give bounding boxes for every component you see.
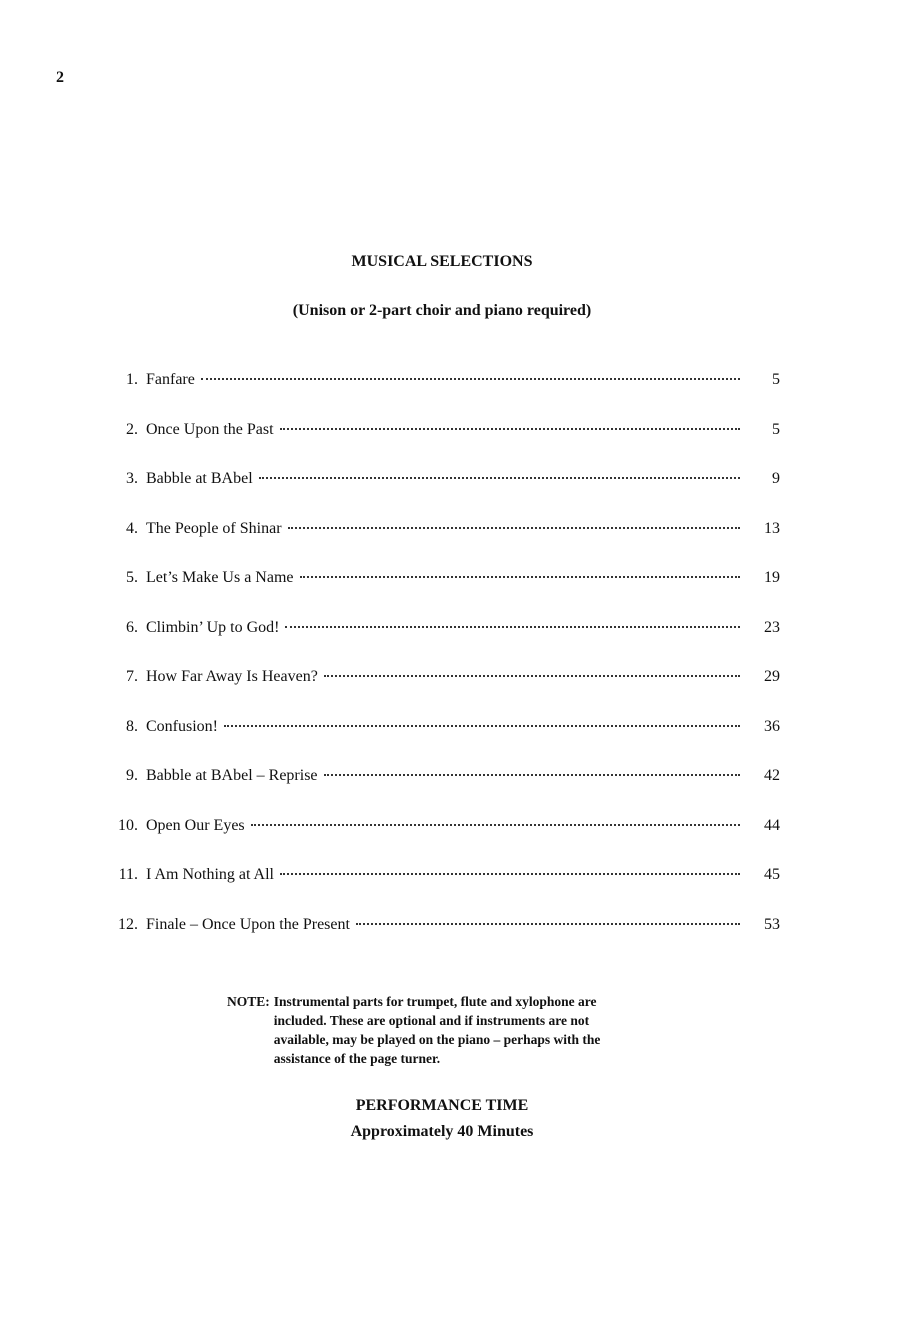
selection-page: 29 <box>764 668 780 685</box>
selection-page: 5 <box>772 420 780 438</box>
page-number: 2 <box>56 69 64 86</box>
selection-title: Let’s Make Us a Name <box>146 569 294 586</box>
list-item <box>100 916 780 966</box>
selection-title: Fanfare <box>146 371 195 388</box>
performance-title: PERFORMANCE TIME <box>355 1097 529 1114</box>
list-item <box>100 668 780 718</box>
list-item <box>100 421 780 471</box>
selection-number: 1. <box>126 371 138 388</box>
selection-page: 5 <box>772 371 780 388</box>
selection-number: 8. <box>126 717 138 735</box>
list-item <box>100 767 780 817</box>
selection-title: Once Upon the Past <box>146 420 274 438</box>
dot-leader <box>356 923 740 925</box>
selection-page: 13 <box>764 519 780 537</box>
list-item <box>100 520 780 570</box>
selection-page: 45 <box>764 866 780 883</box>
dot-leader <box>288 527 740 529</box>
selection-number: 7. <box>126 668 138 685</box>
dot-leader <box>280 873 740 875</box>
selection-title: Open Our Eyes <box>146 816 245 834</box>
selection-page: 42 <box>764 767 780 784</box>
page-title: MUSICAL SELECTIONS <box>351 253 533 270</box>
selection-number: 9. <box>126 767 138 784</box>
list-item <box>100 718 780 768</box>
selection-page: 53 <box>764 915 780 933</box>
selection-title: The People of Shinar <box>146 519 282 537</box>
selection-page: 44 <box>764 816 780 834</box>
dot-leader <box>259 477 740 479</box>
selection-title: I Am Nothing at All <box>146 866 274 883</box>
note-text: Instrumental parts for trumpet, flute and xylophone are included. These are optional and if instruments are not available, may be played on the piano – perhaps with the assistance of the page turner. <box>273 994 601 1066</box>
dot-leader <box>280 428 740 430</box>
selection-number: 4. <box>126 519 138 537</box>
dot-leader <box>224 725 740 727</box>
selection-number: 6. <box>126 618 138 636</box>
selection-page: 23 <box>764 618 780 636</box>
selection-number: 5. <box>126 569 138 586</box>
selection-title: Confusion! <box>146 717 218 735</box>
selection-number: 10. <box>118 816 138 834</box>
list-item <box>100 371 780 421</box>
selection-number: 3. <box>126 470 138 487</box>
dot-leader <box>201 378 740 380</box>
selection-page: 36 <box>764 717 780 735</box>
selection-title: Climbin’ Up to God! <box>146 618 280 636</box>
dot-leader <box>251 824 740 826</box>
selection-number: 2. <box>126 420 138 438</box>
selection-number: 11. <box>118 866 138 883</box>
selections-list <box>100 371 780 965</box>
dot-leader <box>285 626 740 628</box>
list-item <box>100 619 780 669</box>
selection-title: Finale – Once Upon the Present <box>146 915 350 933</box>
list-item <box>100 817 780 867</box>
note-label: NOTE: <box>227 994 270 1009</box>
list-item <box>100 470 780 520</box>
dot-leader <box>300 576 740 578</box>
list-item <box>100 569 780 619</box>
selection-number: 12. <box>118 915 138 933</box>
selection-page: 9 <box>772 470 780 487</box>
selection-page: 19 <box>764 569 780 586</box>
selection-title: Babble at BAbel <box>146 470 253 487</box>
dot-leader <box>324 675 740 677</box>
selection-title: Babble at BAbel – Reprise <box>146 767 318 784</box>
selection-title: How Far Away Is Heaven? <box>146 668 318 685</box>
performance-duration: Approximately 40 Minutes <box>350 1123 534 1140</box>
instrument-note <box>227 992 627 1068</box>
dot-leader <box>324 774 740 776</box>
list-item <box>100 866 780 916</box>
page-subtitle: (Unison or 2-part choir and piano required) <box>292 302 592 319</box>
